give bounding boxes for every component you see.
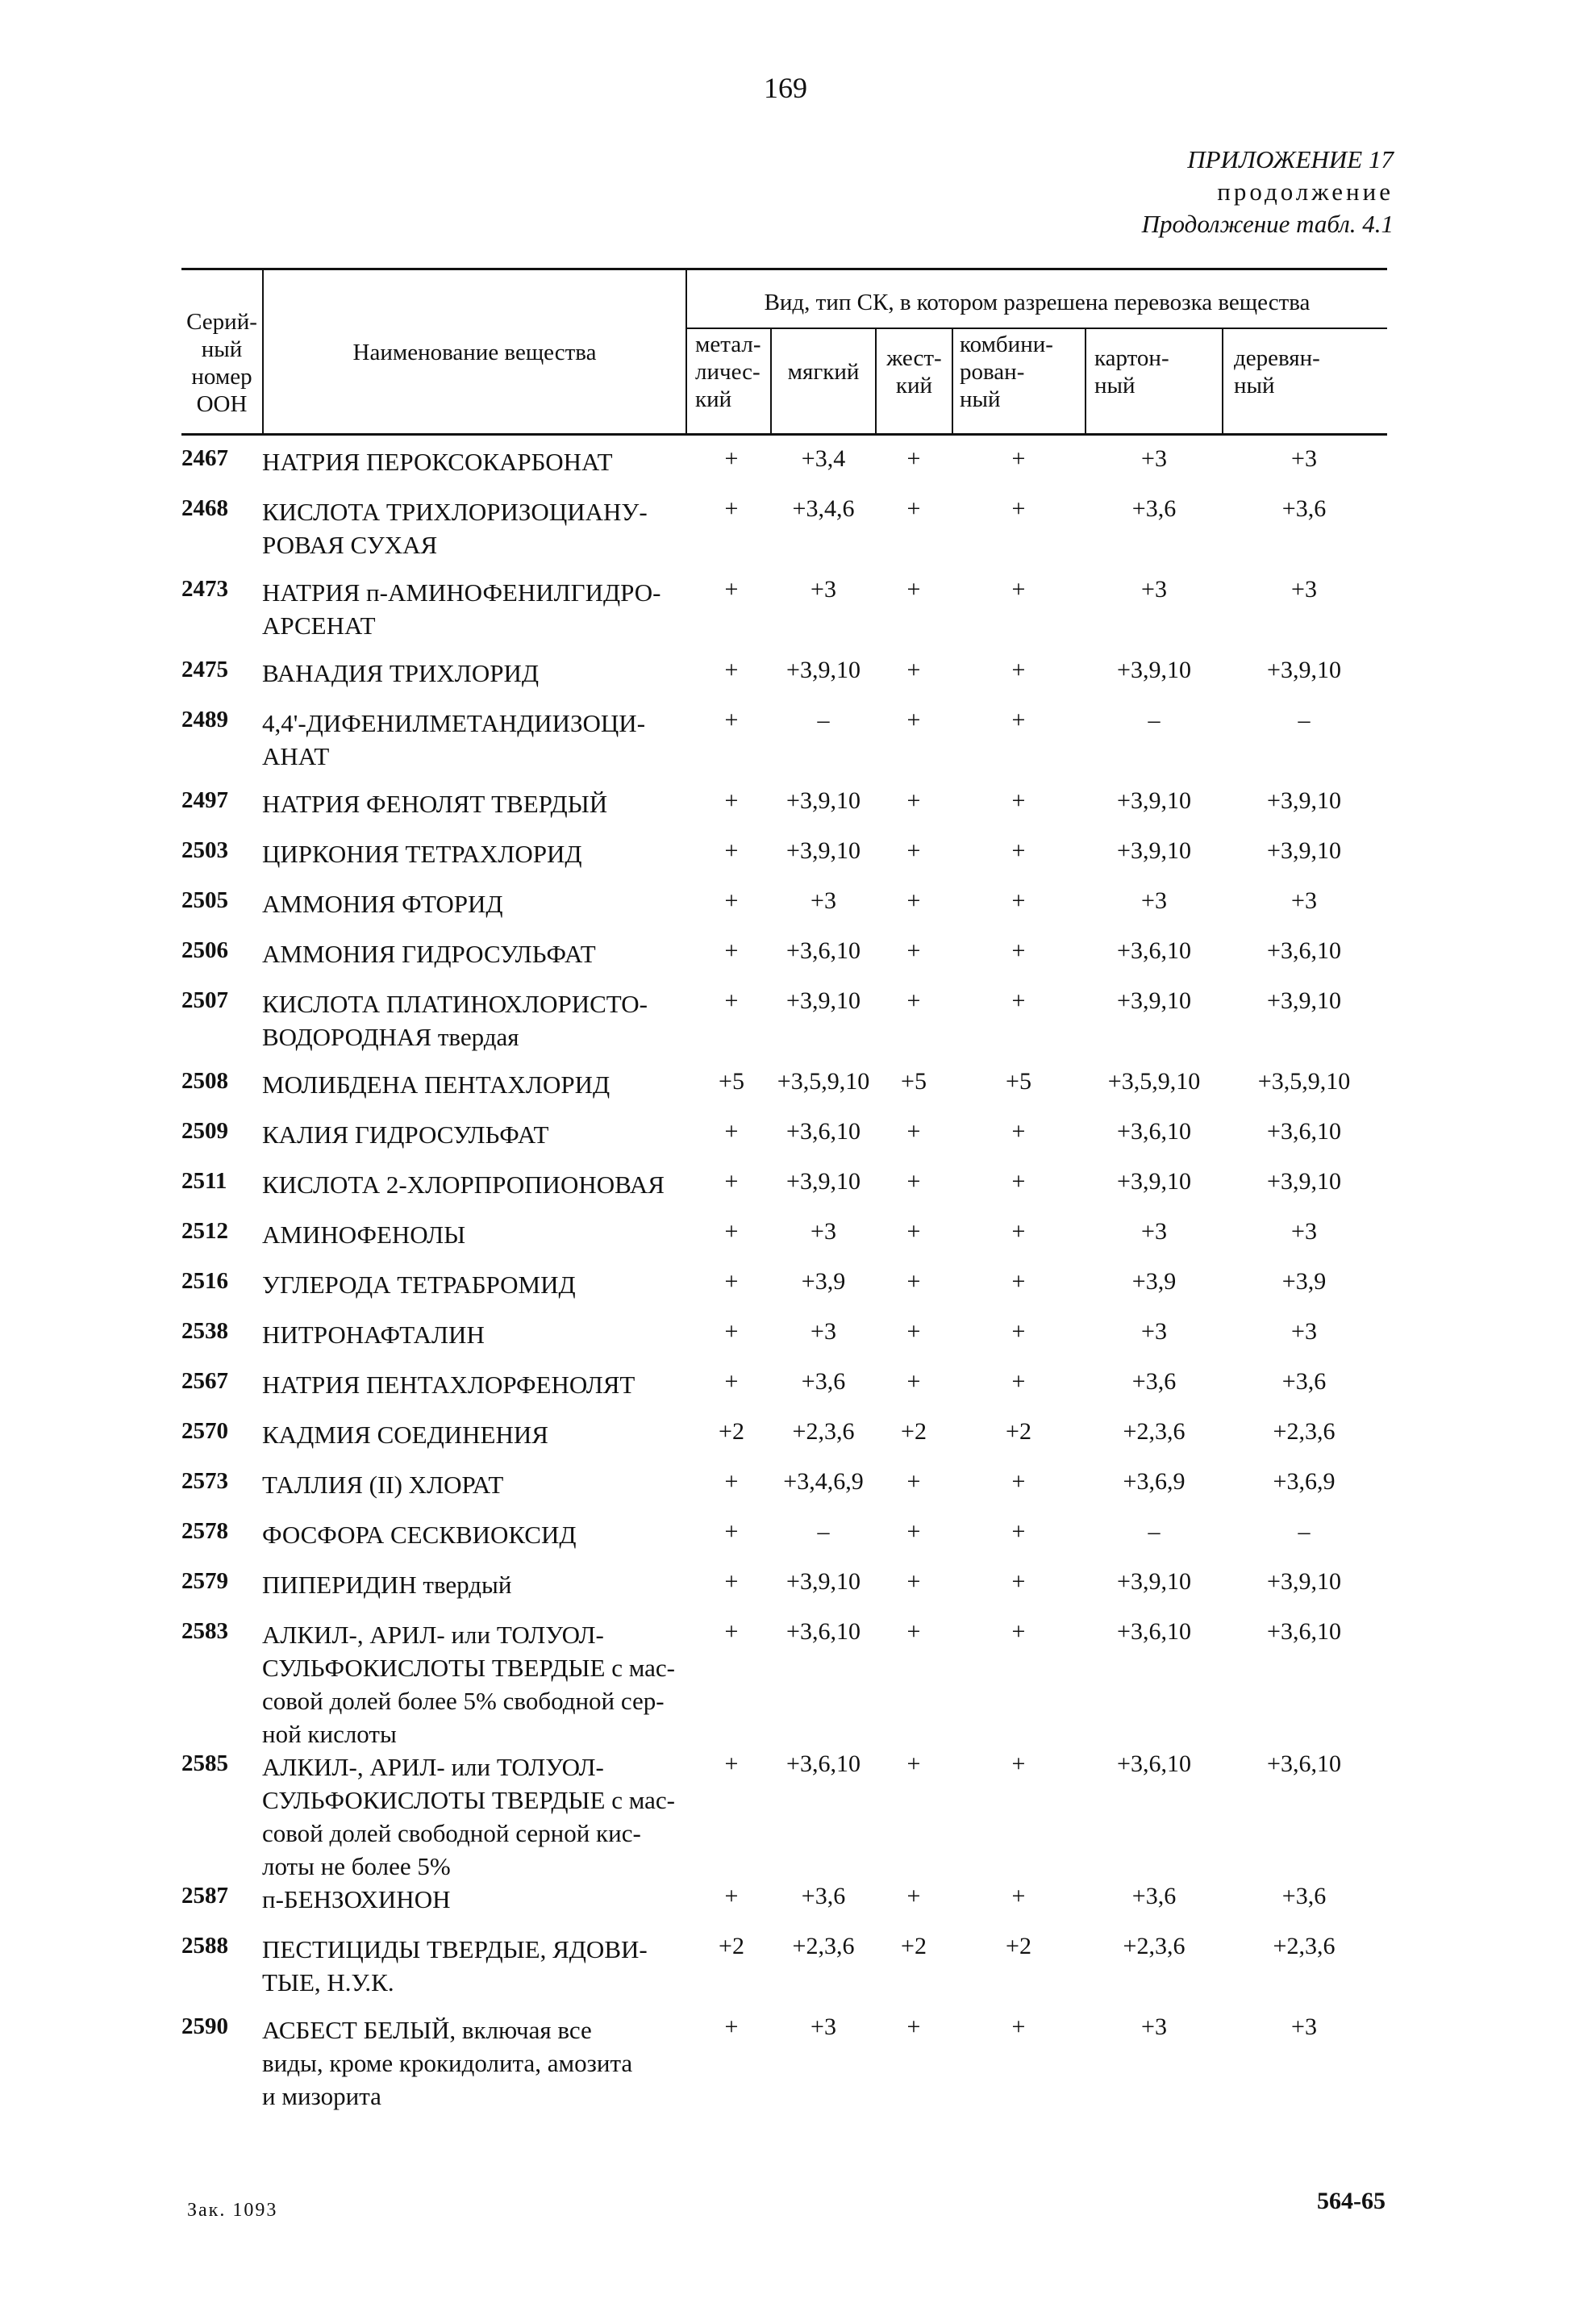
permission-cell: + [724, 787, 739, 814]
permission-cell: +2 [719, 1933, 744, 1959]
permission-cell: + [1011, 787, 1026, 814]
permission-cell: +3,6,10 [1267, 1618, 1341, 1645]
table-reference: Продолжение табл. 4.1 [1141, 210, 1394, 238]
header-col-metal [695, 331, 770, 413]
permission-cell: +3 [1141, 1318, 1167, 1345]
document-code: 564-65 [1317, 2188, 1386, 2214]
header-serial-line: ный [201, 336, 243, 362]
permission-cell: +3,9,10 [1267, 657, 1341, 683]
permission-cell: + [1011, 1883, 1026, 1909]
permission-cell: + [724, 2013, 739, 2040]
permission-cell: + [1011, 887, 1026, 914]
substance-name-line: НАТРИЯ ФЕНОЛЯТ ТВЕРДЫЙ [262, 790, 608, 818]
permission-cell: +3,6,10 [1117, 1118, 1191, 1145]
substance-name-line: УГЛЕРОДА ТЕТРАБРОМИД [262, 1270, 576, 1299]
permission-cell: +5 [719, 1068, 744, 1095]
permission-cell: +3,5,9,10 [1257, 1068, 1351, 1095]
permission-cell: + [724, 445, 739, 472]
header-col-line: деревян- [1234, 345, 1320, 371]
permission-cell: + [1011, 576, 1026, 603]
header-col-line: метал- [695, 332, 761, 357]
un-number: 2508 [181, 1068, 228, 1094]
un-number: 2538 [181, 1318, 228, 1344]
substance-name-line: НИТРОНАФТАЛИН [262, 1321, 485, 1349]
permission-cell: + [906, 1368, 921, 1395]
substance-name-line: РОВАЯ СУХАЯ [262, 531, 438, 559]
permission-cell: +2,3,6 [792, 1418, 855, 1445]
permission-cell: +3,6 [801, 1883, 846, 1909]
substance-name-line: КАДМИЯ СОЕДИНЕНИЯ [262, 1421, 548, 1449]
header-name: Наименование вещества [352, 340, 597, 365]
header-col-wooden [1234, 344, 1387, 399]
substance-name-line: ПЕСТИЦИДЫ ТВЕРДЫЕ, ЯДОВИ- [262, 1935, 648, 1963]
permission-cell: + [724, 1318, 739, 1345]
permission-cell: + [724, 887, 739, 914]
un-number: 2516 [181, 1268, 228, 1294]
permission-cell: +3,4,6,9 [783, 1468, 864, 1495]
permission-cell: – [1148, 1518, 1161, 1545]
permission-cell: +3 [1291, 576, 1317, 603]
header-col-rigid [877, 344, 952, 399]
permission-cell: + [724, 576, 739, 603]
permission-cell: + [906, 987, 921, 1014]
permission-cell: – [817, 707, 830, 733]
permission-cell: +3,9 [1131, 1268, 1177, 1295]
substance-name-line: и мизорита [262, 2082, 381, 2110]
permission-cell: + [724, 1468, 739, 1495]
un-number: 2512 [181, 1218, 228, 1244]
substance-name-line: АММОНИЯ ФТОРИД [262, 890, 503, 918]
permission-cell: +3,5,9,10 [1107, 1068, 1201, 1095]
substance-name-line: ТЫЕ, Н.У.К. [262, 1968, 394, 1996]
permission-cell: + [906, 1568, 921, 1595]
permission-cell: + [724, 1883, 739, 1909]
header-col-line: мягкий [787, 359, 860, 385]
permission-cell: + [1011, 445, 1026, 472]
permission-cell: +3,6,10 [786, 1618, 861, 1645]
permission-cell: + [1011, 1618, 1026, 1645]
permission-cell: +3,9 [1281, 1268, 1327, 1295]
permission-cell: +3,6,10 [786, 1750, 861, 1777]
un-number: 2567 [181, 1368, 228, 1394]
permission-cell: +3,6 [1131, 1883, 1177, 1909]
un-number: 2579 [181, 1568, 228, 1594]
permission-cell: + [1011, 1268, 1026, 1295]
permission-cell: +2,3,6 [792, 1933, 855, 1959]
permission-cell: +3 [1141, 2013, 1167, 2040]
permission-cell: + [724, 837, 739, 864]
permission-cell: +3,5,9,10 [777, 1068, 870, 1095]
permission-cell: +3,6,10 [1267, 937, 1341, 964]
permission-cell: + [906, 1468, 921, 1495]
header-col-line: ный [960, 386, 1001, 412]
un-number: 2590 [181, 2013, 228, 2039]
permission-cell: + [1011, 657, 1026, 683]
permission-cell: + [1011, 1318, 1026, 1345]
header-col-line: кий [895, 373, 933, 398]
permission-cell: +3,9,10 [786, 837, 861, 864]
substance-name-line: КИСЛОТА 2-ХЛОРПРОПИОНОВАЯ [262, 1170, 665, 1199]
permission-cell: + [906, 495, 921, 522]
substance-name-line: НАТРИЯ ПЕНТАХЛОРФЕНОЛЯТ [262, 1371, 635, 1399]
permission-cell: +2 [901, 1418, 927, 1445]
permission-cell: + [724, 707, 739, 733]
un-number: 2509 [181, 1118, 228, 1144]
permission-cell: +3,6,10 [786, 937, 861, 964]
permission-cell: +3,9,10 [1267, 1168, 1341, 1195]
substance-name-line: АНАТ [262, 742, 330, 770]
substance-name-line: п-БЕНЗОХИНОН [262, 1885, 451, 1913]
permission-cell: + [724, 1750, 739, 1777]
appendix-heading [1142, 144, 1394, 240]
page-number: 169 [764, 72, 807, 104]
permission-cell: + [724, 657, 739, 683]
permission-cell: + [906, 657, 921, 683]
substance-name-line: НАТРИЯ п-АМИНОФЕНИЛГИДРО- [262, 578, 661, 607]
permission-cell: +3 [1291, 1218, 1317, 1245]
un-number: 2505 [181, 887, 228, 913]
permission-cell: +3 [1141, 1218, 1167, 1245]
permission-cell: +3 [811, 2013, 836, 2040]
permission-cell: – [1298, 1518, 1311, 1545]
permission-cell: + [1011, 707, 1026, 733]
permission-cell: – [817, 1518, 830, 1545]
header-serial-line: ООН [196, 391, 248, 417]
substance-name-line: совой долей свободной серной кис- [262, 1819, 641, 1847]
permission-cell: +3,9,10 [1117, 987, 1191, 1014]
permission-cell: + [906, 837, 921, 864]
substance-name-line: АЛКИЛ-, АРИЛ- или ТОЛУОЛ- [262, 1621, 604, 1649]
permission-cell: +3 [1141, 445, 1167, 472]
substance-name-line: АММОНИЯ ГИДРОСУЛЬФАТ [262, 940, 596, 968]
substance-name-line: ВОДОРОДНАЯ твердая [262, 1023, 519, 1051]
header-top-rule [181, 268, 1387, 270]
permission-cell: +3,6,10 [786, 1118, 861, 1145]
substance-name-line: КИСЛОТА ПЛАТИНОХЛОРИСТО- [262, 990, 648, 1018]
header-divider-col4 [1085, 328, 1086, 436]
permission-cell: +3,9,10 [1267, 1568, 1341, 1595]
appendix-title: ПРИЛОЖЕНИЕ 17 [1187, 145, 1394, 173]
permission-cell: +2,3,6 [1273, 1933, 1336, 1959]
substance-name-line: ПИПЕРИДИН твердый [262, 1571, 512, 1599]
permission-cell: +2 [1006, 1933, 1031, 1959]
un-number: 2475 [181, 657, 228, 682]
header-col-line: ный [1234, 373, 1275, 398]
permission-cell: +3,9,10 [786, 987, 861, 1014]
permission-cell: +3,9,10 [1267, 787, 1341, 814]
permission-cell: + [724, 1118, 739, 1145]
permission-cell: +3,9,10 [1267, 837, 1341, 864]
un-number: 2467 [181, 445, 228, 471]
permission-cell: +3 [1291, 445, 1317, 472]
substance-name-line: АМИНОФЕНОЛЫ [262, 1220, 466, 1249]
header-col-combined [960, 331, 1085, 413]
header-group-rule [685, 328, 1387, 329]
header-col-cardboard [1094, 344, 1222, 399]
header-col-soft [772, 358, 875, 386]
substance-name-line: АРСЕНАТ [262, 611, 376, 640]
substance-name-line: КИСЛОТА ТРИХЛОРИЗОЦИАНУ- [262, 498, 648, 526]
permission-cell: + [906, 707, 921, 733]
header-serial [181, 308, 262, 418]
header-col-line: кий [695, 386, 732, 412]
permission-cell: +2 [719, 1418, 744, 1445]
permission-cell: – [1298, 707, 1311, 733]
substance-name-line: 4,4'-ДИФЕНИЛМЕТАНДИИЗОЦИ- [262, 709, 646, 737]
permission-cell: + [906, 887, 921, 914]
permission-cell: +2,3,6 [1123, 1418, 1186, 1445]
permission-cell: +5 [901, 1068, 927, 1095]
permission-cell: +3,6 [801, 1368, 846, 1395]
permission-cell: + [906, 1268, 921, 1295]
permission-cell: +3,6,10 [1117, 937, 1191, 964]
permission-cell: +3,6 [1131, 495, 1177, 522]
permission-cell: + [906, 1518, 921, 1545]
un-number: 2570 [181, 1418, 228, 1444]
un-number: 2506 [181, 937, 228, 963]
permission-cell: +3 [1291, 1318, 1317, 1345]
un-number: 2507 [181, 987, 228, 1013]
permission-cell: +3 [811, 887, 836, 914]
permission-cell: + [724, 1268, 739, 1295]
permission-cell: +3,9,10 [786, 787, 861, 814]
substance-name-line: совой долей более 5% свободной сер- [262, 1687, 665, 1715]
header-col-line: ный [1094, 373, 1136, 398]
substance-name-line: виды, кроме крокидолита, амозита [262, 2049, 633, 2077]
un-number: 2573 [181, 1468, 228, 1494]
permission-cell: + [1011, 1468, 1026, 1495]
permission-cell: + [906, 1218, 921, 1245]
header-serial-line: номер [191, 364, 252, 390]
permission-cell: + [1011, 1118, 1026, 1145]
permission-cell: + [1011, 1218, 1026, 1245]
permission-cell: + [1011, 1750, 1026, 1777]
un-number: 2489 [181, 707, 228, 732]
un-number: 2587 [181, 1883, 228, 1909]
permission-cell: +3 [811, 1318, 836, 1345]
permission-cell: + [724, 987, 739, 1014]
un-number: 2578 [181, 1518, 228, 1544]
permission-cell: + [906, 1118, 921, 1145]
permission-cell: +3,6 [1281, 1883, 1327, 1909]
permission-cell: +3 [1291, 2013, 1317, 2040]
permission-cell: + [724, 1568, 739, 1595]
permission-cell: +3 [811, 1218, 836, 1245]
substance-name-line: ной кислоты [262, 1720, 397, 1748]
permission-cell: +3,6 [1281, 1368, 1327, 1395]
permission-cell: +3,9,10 [1267, 987, 1341, 1014]
un-number: 2473 [181, 576, 228, 602]
substance-name-line: лоты не более 5% [262, 1852, 451, 1880]
substance-name-line: ФОСФОРА СЕСКВИОКСИД [262, 1521, 577, 1549]
permission-cell: + [724, 1168, 739, 1195]
header-divider-col3 [952, 328, 953, 436]
permission-cell: +5 [1006, 1068, 1031, 1095]
un-number: 2497 [181, 787, 228, 813]
permission-cell: + [1011, 2013, 1026, 2040]
permission-cell: +3,9,10 [1117, 837, 1191, 864]
permission-cell: + [906, 445, 921, 472]
substance-name-line: ЦИРКОНИЯ ТЕТРАХЛОРИД [262, 840, 582, 868]
header-col-line: картон- [1094, 345, 1169, 371]
permission-cell: +3,6,10 [1267, 1750, 1341, 1777]
permission-cell: +3,6,10 [1117, 1618, 1191, 1645]
permission-cell: +3,9,10 [1117, 1168, 1191, 1195]
permission-cell: + [724, 495, 739, 522]
header-col-line: личес- [695, 359, 760, 385]
un-number: 2511 [181, 1168, 227, 1194]
permission-cell: + [1011, 837, 1026, 864]
appendix-continuation: продолжение [1217, 177, 1394, 206]
permission-cell: + [906, 1318, 921, 1345]
header-divider-col5 [1222, 328, 1223, 436]
permission-cell: + [906, 1168, 921, 1195]
permission-cell: +3,4 [801, 445, 846, 472]
substance-name-line: ТАЛЛИЯ (II) ХЛОРАТ [262, 1471, 504, 1499]
substance-name-line: СУЛЬФОКИСЛОТЫ ТВЕРДЫЕ с мас- [262, 1654, 675, 1682]
permission-cell: + [724, 1518, 739, 1545]
permission-cell: +3,9 [801, 1268, 846, 1295]
permission-cell: +3 [1291, 887, 1317, 914]
permission-cell: +3,6,9 [1123, 1468, 1186, 1495]
permission-cell: + [724, 1368, 739, 1395]
substance-name-line: МОЛИБДЕНА ПЕНТАХЛОРИД [262, 1070, 610, 1099]
permission-cell: + [1011, 1518, 1026, 1545]
permission-cell: + [1011, 937, 1026, 964]
header-serial-line: Серий- [186, 309, 257, 335]
permission-cell: +3 [811, 576, 836, 603]
permission-cell: + [906, 1750, 921, 1777]
permission-cell: +3,9,10 [786, 657, 861, 683]
permission-cell: + [906, 1883, 921, 1909]
table-header [181, 268, 1387, 436]
substance-name-line: КАЛИЯ ГИДРОСУЛЬФАТ [262, 1120, 549, 1149]
permission-cell: +3,4,6 [792, 495, 855, 522]
permission-cell: +2,3,6 [1123, 1933, 1186, 1959]
permission-cell: + [906, 787, 921, 814]
header-col-line: рован- [960, 359, 1025, 385]
un-number: 2583 [181, 1618, 228, 1644]
substance-name-line: СУЛЬФОКИСЛОТЫ ТВЕРДЫЕ с мас- [262, 1786, 675, 1814]
permission-cell: +3,6 [1281, 495, 1327, 522]
permission-cell: +3,6,10 [1117, 1750, 1191, 1777]
permission-cell: +3,9,10 [1117, 657, 1191, 683]
substance-name-line: ВАНАДИЯ ТРИХЛОРИД [262, 659, 539, 687]
order-number: Зак. 1093 [187, 2200, 278, 2221]
permission-cell: + [906, 1618, 921, 1645]
header-bottom-rule [181, 433, 1387, 436]
substance-name-line: АСБЕСТ БЕЛЫЙ, включая все [262, 2016, 592, 2044]
permission-cell: +3,6 [1131, 1368, 1177, 1395]
permission-cell: +2,3,6 [1273, 1418, 1336, 1445]
permission-cell: + [1011, 1168, 1026, 1195]
un-number: 2588 [181, 1933, 228, 1959]
permission-cell: +3,6,9 [1273, 1468, 1336, 1495]
un-number: 2468 [181, 495, 228, 521]
substance-name-line: АЛКИЛ-, АРИЛ- или ТОЛУОЛ- [262, 1753, 604, 1781]
permission-cell: + [906, 2013, 921, 2040]
permission-cell: + [1011, 1368, 1026, 1395]
permission-cell: +2 [901, 1933, 927, 1959]
permission-cell: + [1011, 495, 1026, 522]
header-col-line: комбини- [960, 332, 1053, 357]
permission-cell: + [724, 1218, 739, 1245]
permission-cell: + [1011, 1568, 1026, 1595]
permission-cell: +3,9,10 [1117, 1568, 1191, 1595]
permission-cell: +3,9,10 [786, 1568, 861, 1595]
header-group: Вид, тип СК, в котором разрешена перевозка вещества [764, 290, 1311, 315]
header-col-line: жест- [886, 345, 942, 371]
permission-cell: +3,9,10 [1117, 787, 1191, 814]
permission-cell: +3,9,10 [786, 1168, 861, 1195]
permission-cell: + [906, 937, 921, 964]
permission-cell: +3 [1141, 576, 1167, 603]
permission-cell: +3,6,10 [1267, 1118, 1341, 1145]
permission-cell: + [906, 576, 921, 603]
permission-cell: – [1148, 707, 1161, 733]
un-number: 2585 [181, 1750, 228, 1776]
substance-name-line: НАТРИЯ ПЕРОКСОКАРБОНАТ [262, 448, 613, 476]
permission-cell: + [724, 937, 739, 964]
permission-cell: + [724, 1618, 739, 1645]
permission-cell: + [1011, 987, 1026, 1014]
un-number: 2503 [181, 837, 228, 863]
permission-cell: +2 [1006, 1418, 1031, 1445]
permission-cell: +3 [1141, 887, 1167, 914]
